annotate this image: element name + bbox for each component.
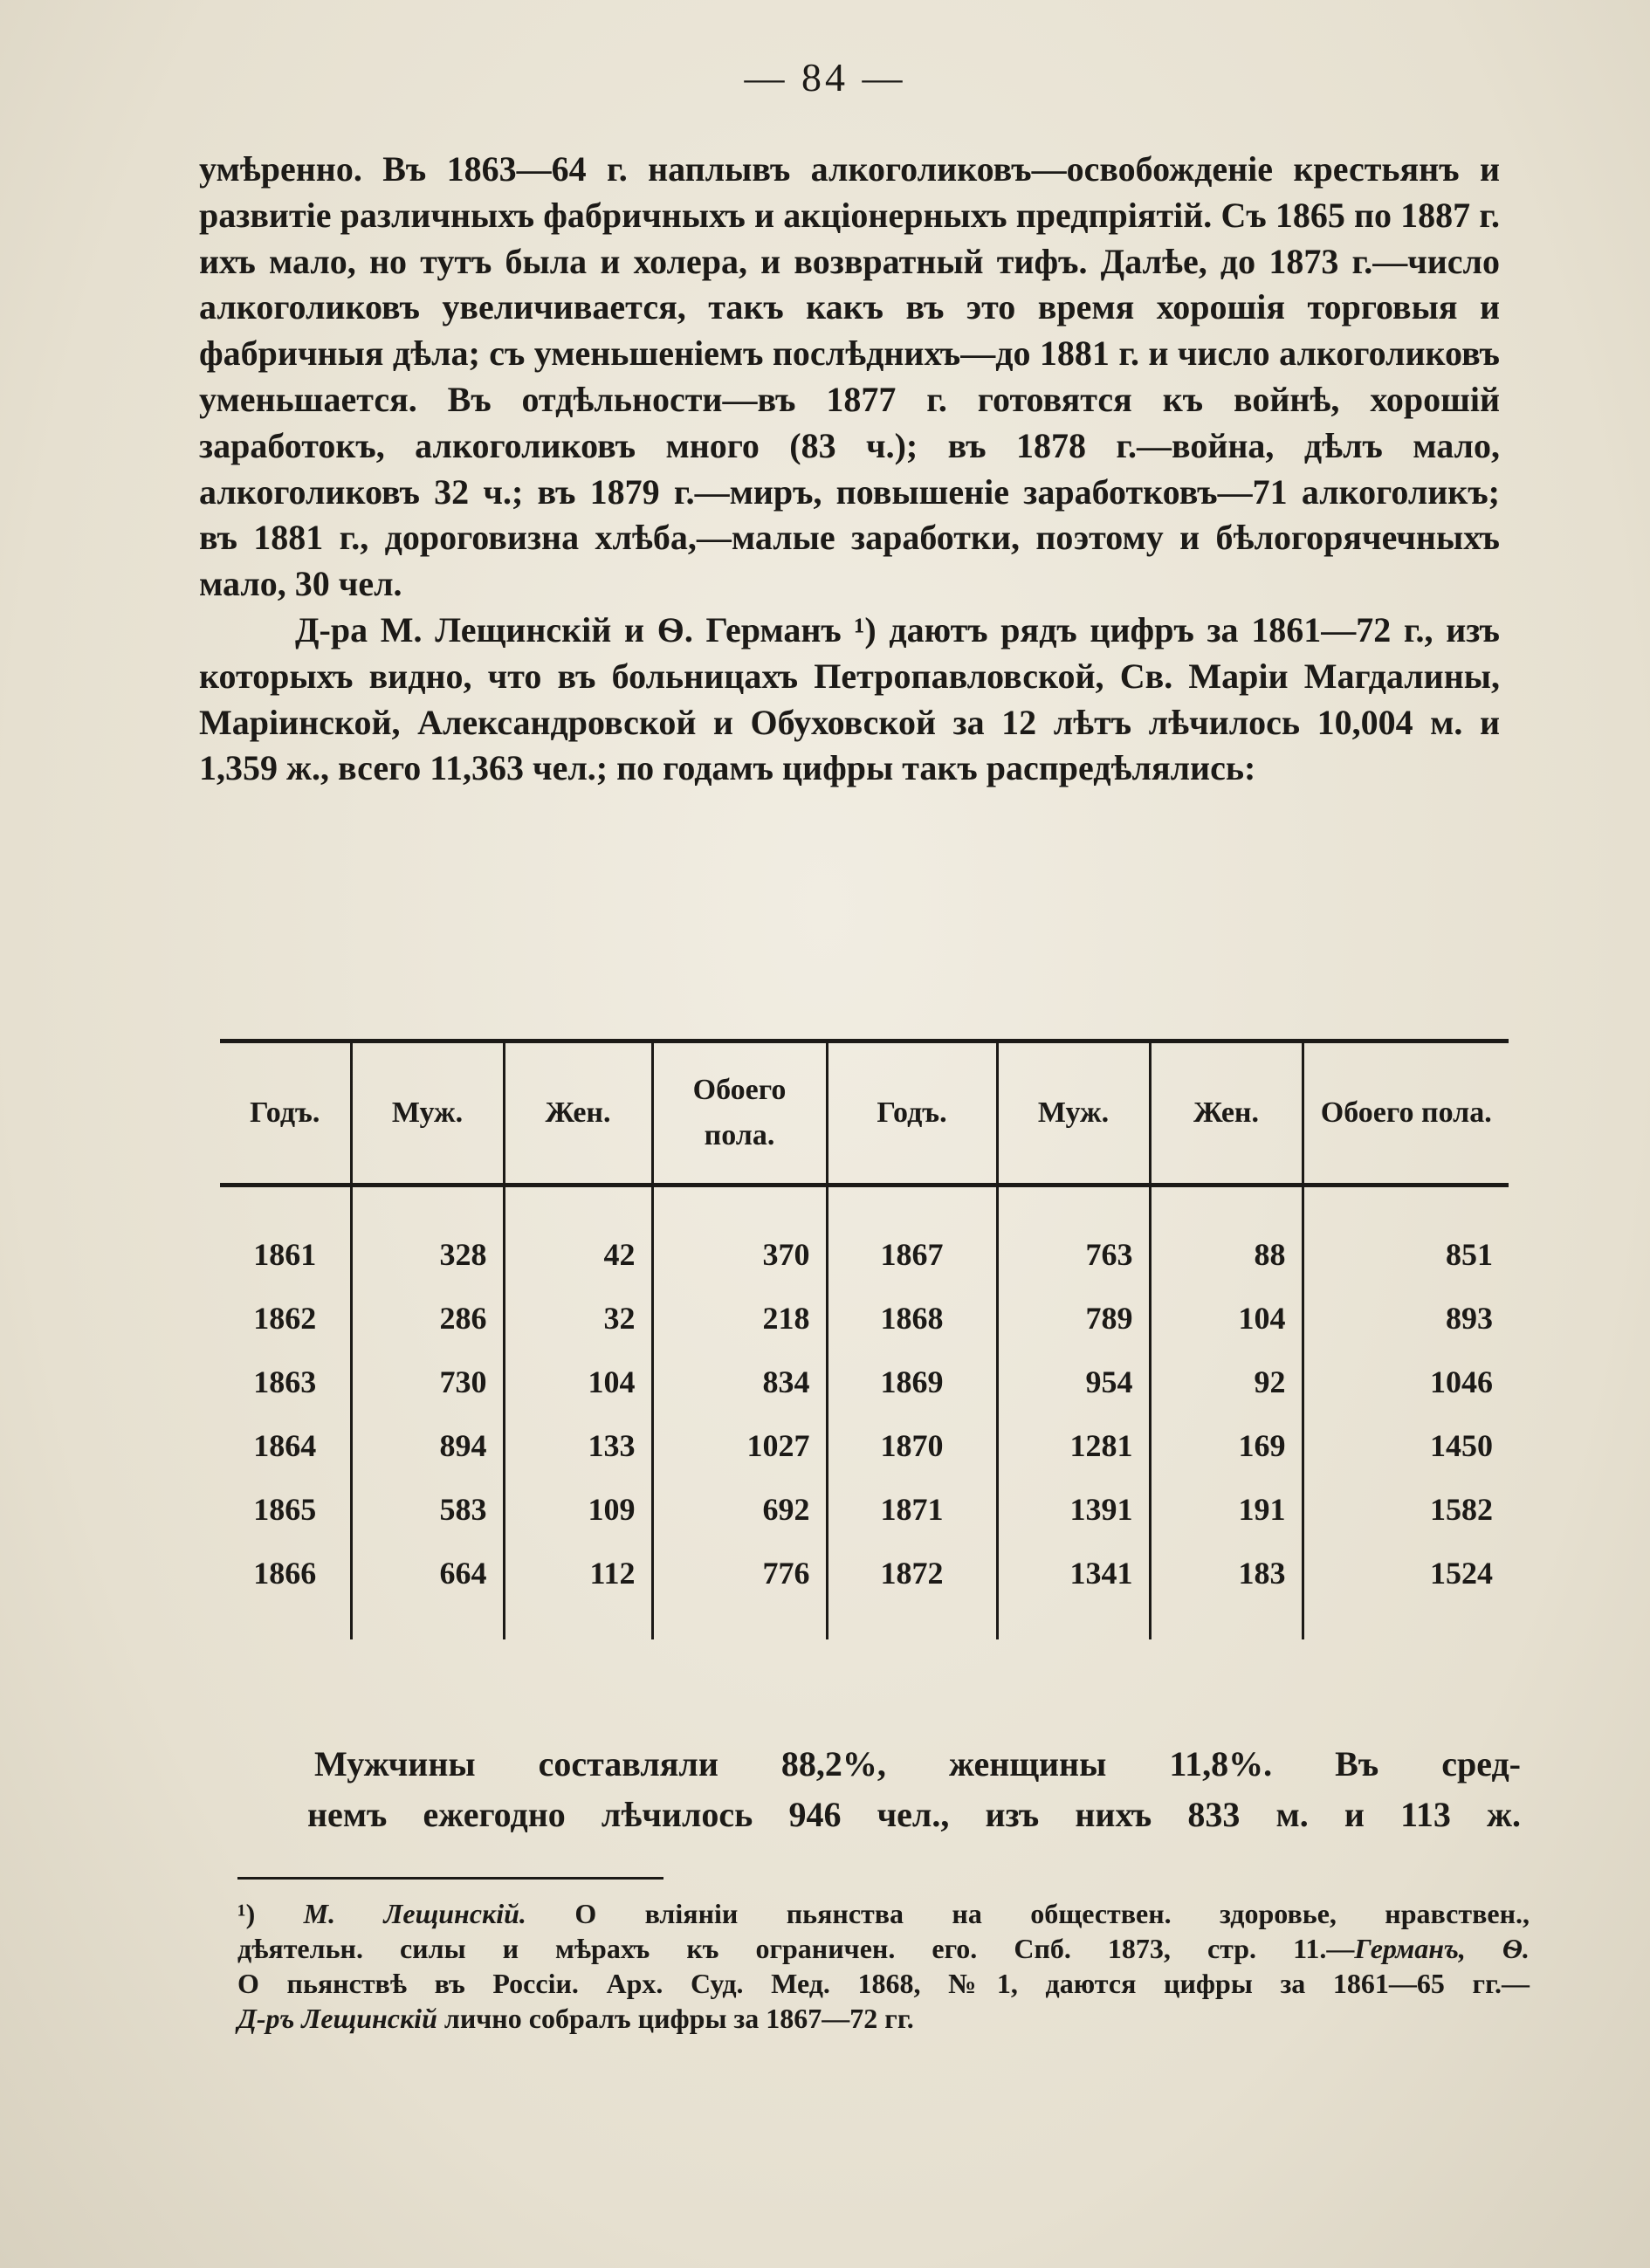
footnote-author-1: М. Лещинскій. bbox=[303, 1898, 526, 1929]
table-cell: 1524 bbox=[1303, 1541, 1509, 1605]
table-cell: 218 bbox=[652, 1286, 827, 1350]
table-header-row bbox=[220, 1041, 1509, 1186]
table-row bbox=[220, 1286, 1509, 1350]
table-spacer bbox=[220, 1186, 1509, 1223]
table-cell: 894 bbox=[351, 1413, 504, 1477]
footnote-marker: ¹) bbox=[237, 1898, 256, 1929]
header-men-2: Муж. bbox=[997, 1041, 1150, 1186]
table-row bbox=[220, 1477, 1509, 1541]
table-cell: 1341 bbox=[997, 1541, 1150, 1605]
table-cell: 169 bbox=[1150, 1413, 1303, 1477]
header-women-1: Жен. bbox=[504, 1041, 652, 1186]
table-cell: 1872 bbox=[827, 1541, 997, 1605]
table-cell: 583 bbox=[351, 1477, 504, 1541]
table-cell: 1869 bbox=[827, 1350, 997, 1413]
footnote-author-2: Германъ, Ѳ. bbox=[1354, 1933, 1530, 1964]
table-cell: 834 bbox=[652, 1350, 827, 1413]
table-cell: 92 bbox=[1150, 1350, 1303, 1413]
table-cell: 32 bbox=[504, 1286, 652, 1350]
table-cell: 370 bbox=[652, 1222, 827, 1286]
table-cell: 664 bbox=[351, 1541, 504, 1605]
table-cell: 851 bbox=[1303, 1222, 1509, 1286]
table-cell: 1862 bbox=[253, 1300, 317, 1336]
footnote bbox=[237, 1896, 1530, 2036]
table-cell: 112 bbox=[504, 1541, 652, 1605]
footnote-author-3: Д-ръ Лещинскій bbox=[237, 2003, 437, 2034]
statistics-table-container bbox=[220, 1039, 1509, 1639]
body-text bbox=[199, 147, 1500, 792]
footnote-line-1 bbox=[237, 1896, 1530, 1931]
summary-paragraph bbox=[307, 1739, 1521, 1840]
table-cell: 954 bbox=[997, 1350, 1150, 1413]
table-row bbox=[220, 1350, 1509, 1413]
table-row bbox=[220, 1413, 1509, 1477]
table-cell: 1866 bbox=[253, 1555, 317, 1591]
table-cell: 730 bbox=[351, 1350, 504, 1413]
table-cell: 893 bbox=[1303, 1286, 1509, 1350]
header-both-1: Обоего пола. bbox=[652, 1041, 827, 1186]
table-cell: 1864 bbox=[253, 1427, 317, 1463]
table-cell: 109 bbox=[504, 1477, 652, 1541]
footnote-text-4: лично собралъ цифры за 1867—72 гг. bbox=[443, 2003, 914, 2034]
table-cell: 1868 bbox=[827, 1286, 997, 1350]
header-women-2: Жен. bbox=[1150, 1041, 1303, 1186]
table-cell: 133 bbox=[504, 1413, 652, 1477]
header-year-2: Годъ. bbox=[827, 1041, 997, 1186]
table-cell: 1391 bbox=[997, 1477, 1150, 1541]
table-cell: 42 bbox=[504, 1222, 652, 1286]
header-both-2: Обоего пола. bbox=[1303, 1041, 1509, 1186]
table-cell: 1865 bbox=[253, 1491, 317, 1527]
table-cell: 1863 bbox=[253, 1364, 317, 1399]
footnote-line-3: О пьянствѣ въ Россіи. Арх. Суд. Мед. 1868, №1, даются цифры за 1861—65 гг.— bbox=[237, 1968, 1530, 1999]
table-cell: 1027 bbox=[652, 1413, 827, 1477]
table-cell: 1281 bbox=[997, 1413, 1150, 1477]
statistics-table bbox=[220, 1039, 1509, 1639]
table-cell: 88 bbox=[1150, 1222, 1303, 1286]
table-cell: 1871 bbox=[827, 1477, 997, 1541]
table-cell: 328 bbox=[351, 1222, 504, 1286]
page-number: — 84 — bbox=[744, 55, 906, 100]
table-cell: 104 bbox=[1150, 1286, 1303, 1350]
table-cell: 789 bbox=[997, 1286, 1150, 1350]
table-row bbox=[220, 1222, 1509, 1286]
summary-line-2: немъ ежегодно лѣчилось 946 чел., изъ нихъ 833 м. и 113 ж. bbox=[307, 1795, 1521, 1834]
table-cell: 1450 bbox=[1303, 1413, 1509, 1477]
table-cell: 763 bbox=[997, 1222, 1150, 1286]
header-year-1: Годъ. bbox=[220, 1041, 351, 1186]
footnote-line-2 bbox=[237, 1931, 1530, 1966]
table-cell: 191 bbox=[1150, 1477, 1303, 1541]
table-cell: 1870 bbox=[827, 1413, 997, 1477]
footnote-text-1: О вліяніи пьянства на обществен. здоровье, нравствен., bbox=[574, 1898, 1530, 1929]
footnote-text-2: дѣятельн. силы и мѣрахъ къ ограничен. его. Спб. 1873, стр. 11.— bbox=[237, 1933, 1355, 1964]
table-cell: 1861 bbox=[253, 1236, 317, 1272]
summary-line-1: Мужчины составляли 88,2%, женщины 11,8%. Въ сред- bbox=[314, 1744, 1521, 1783]
paragraph-2: Д-ра М. Лещинскій и Ѳ. Германъ ¹) даютъ рядъ цифръ за 1861—72 г., изъ которыхъ видно, что въ больницахъ Петропавловской, Св. Маріи Магдалины, Маріинской, Александровской и Обуховской за 12 лѣтъ лѣчилось 10,004 м. и 1,359 ж., всего 11,363 чел.; по годамъ цифры такъ распредѣлялись: bbox=[199, 609, 1500, 788]
paragraph-1: умѣренно. Въ 1863—64 г. наплывъ алкоголиковъ—освобожденіе крестьянъ и развитіе различныхъ фабричныхъ и акціонерныхъ предпріятій. Съ 1865 по 1887 г. ихъ мало, но тутъ была и холера, и возвратный тифъ. Далѣе, до 1873 г.—число алкоголиковъ увеличивается, такъ какъ въ это время хорошія торговыя и фабричныя дѣла; съ уменьшеніемъ послѣднихъ—до 1881 г. и число алкоголиковъ уменьшается. Въ отдѣльности—въ 1877 г. готовятся къ войнѣ, хорошій заработокъ, алкоголиковъ много (83 ч.); въ 1878 г.—война, дѣлъ мало, алкоголиковъ 32 ч.; въ 1879 г.—миръ, повышеніе заработковъ—71 алкоголикъ; въ 1881 г., дороговизна хлѣба,—малые заработки, поэтому и бѣлогорячечныхъ мало, 30 чел. bbox=[199, 149, 1500, 604]
footnote-line-4 bbox=[237, 2001, 1530, 2036]
header-men-1: Муж. bbox=[351, 1041, 504, 1186]
table-cell: 183 bbox=[1150, 1541, 1303, 1605]
table-cell: 1582 bbox=[1303, 1477, 1509, 1541]
table-cell: 286 bbox=[351, 1286, 504, 1350]
table-cell: 692 bbox=[652, 1477, 827, 1541]
table-cell: 1046 bbox=[1303, 1350, 1509, 1413]
table-cell: 776 bbox=[652, 1541, 827, 1605]
table-spacer bbox=[220, 1605, 1509, 1639]
table-cell: 1867 bbox=[827, 1222, 997, 1286]
table-row bbox=[220, 1541, 1509, 1605]
footnote-divider bbox=[237, 1877, 663, 1880]
table-cell: 104 bbox=[504, 1350, 652, 1413]
